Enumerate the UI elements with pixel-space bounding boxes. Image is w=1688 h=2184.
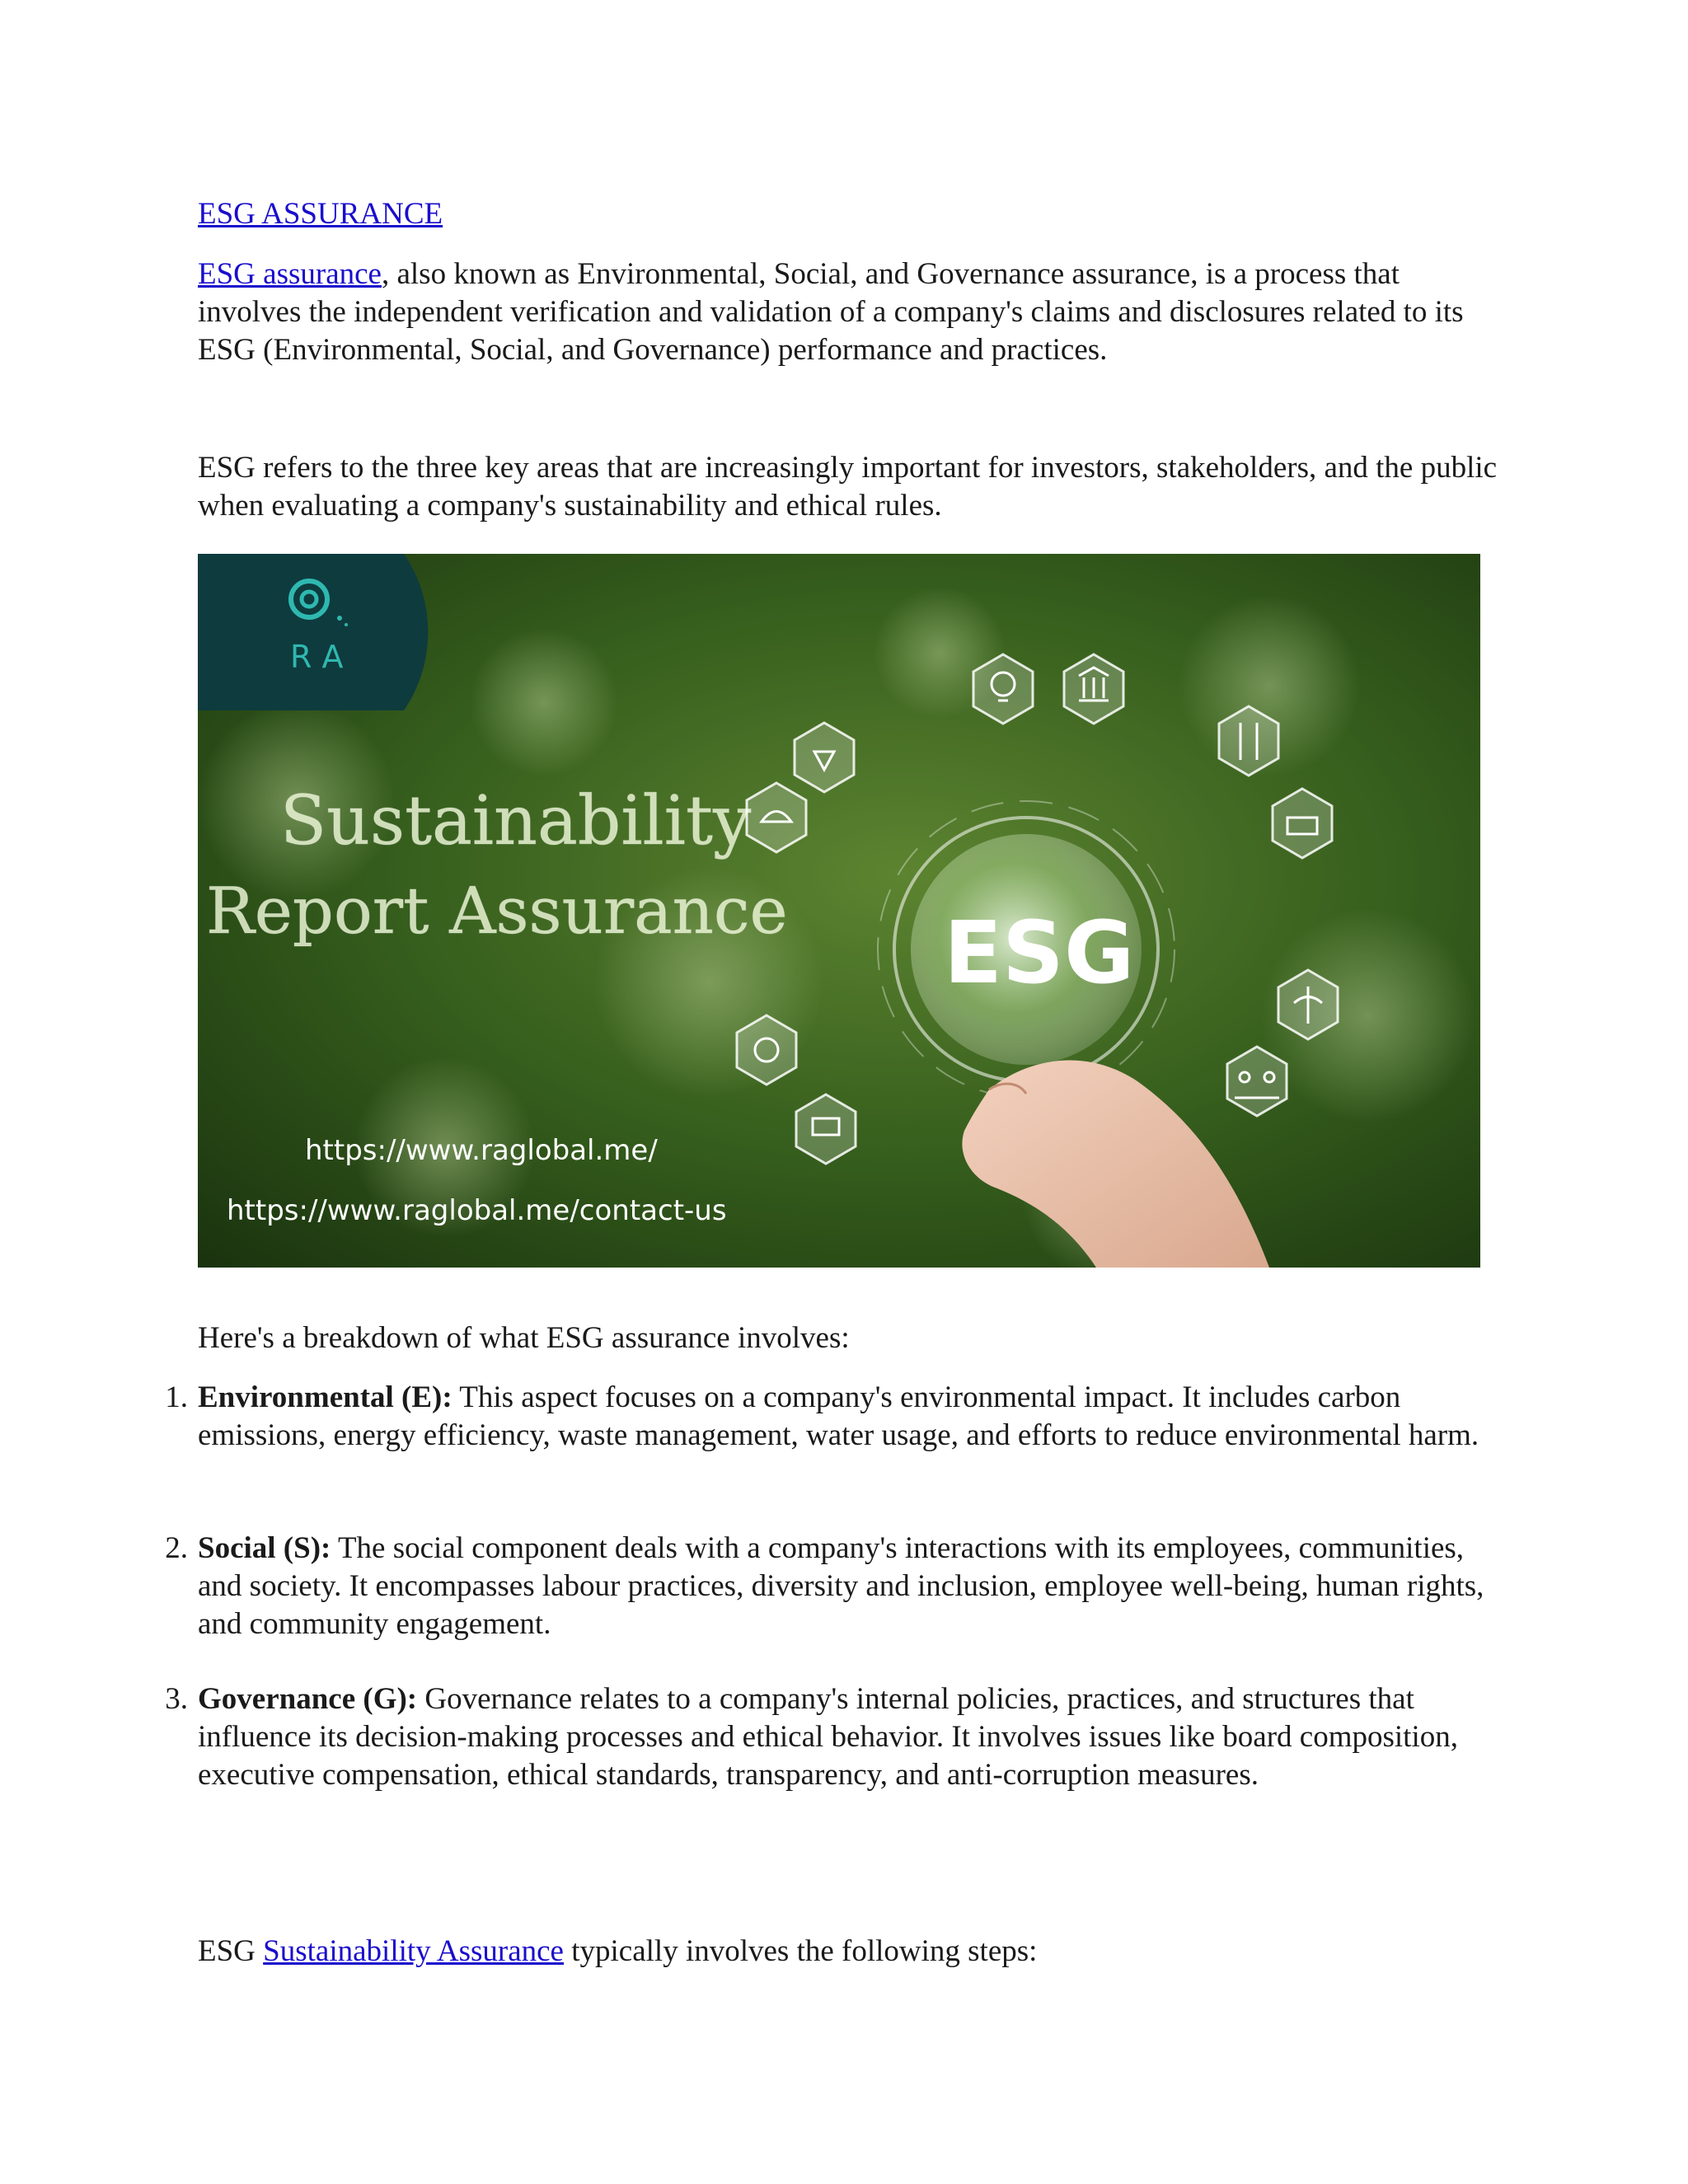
hero-url-contact: https://www.raglobal.me/contact-us <box>227 1194 727 1227</box>
breakdown-intro: Here's a breakdown of what ESG assurance involves: <box>198 1321 850 1355</box>
steps-prefix: ESG <box>198 1934 264 1968</box>
list-term: Governance (G): <box>198 1682 418 1716</box>
hero-image <box>198 554 1480 1268</box>
list-item <box>165 1680 1500 1794</box>
list-number: 3. <box>165 1682 188 1716</box>
steps-intro <box>198 1933 1500 1971</box>
steps-suffix: typically involves the following steps: <box>563 1934 1038 1968</box>
esg-badge-text: ESG <box>944 902 1135 1003</box>
sustainability-assurance-link[interactable]: Sustainability Assurance <box>263 1934 564 1968</box>
page-title <box>198 195 1500 233</box>
list-number: 2. <box>165 1531 188 1565</box>
esg-assurance-link[interactable]: ESG assurance <box>198 257 382 291</box>
intro-text: , also known as Environmental, Social, and Governance assurance, is a process that involves the independent verification and validation of a company's claims and disclosures related to its ESG (Environmental, Social, and Governance) performance and practices. <box>198 257 1464 367</box>
list-term: Environmental (E): <box>198 1380 452 1414</box>
list-text: This aspect focuses on a company's environmental impact. It includes carbon emissions, energy efficiency, waste management, water usage, and efforts to reduce environmental harm. <box>198 1380 1479 1452</box>
esg-assurance-heading-link[interactable]: ESG ASSURANCE <box>198 197 443 231</box>
hero-title-line1: Sustainability <box>280 782 752 860</box>
intro-paragraph <box>198 255 1500 369</box>
list-term: Social (S): <box>198 1531 331 1565</box>
logo-text: R A <box>290 639 344 675</box>
list-item <box>165 1530 1500 1643</box>
hero-url-home: https://www.raglobal.me/ <box>305 1134 658 1167</box>
list-text: Governance relates to a company's internal policies, practices, and structures that influence its decision-making processes and ethical behavior. It involves issues like board composition, executive compensation, ethical standards, transparency, and anti-corruption measures. <box>198 1682 1458 1792</box>
list-item <box>165 1379 1500 1455</box>
esg-definition-paragraph: ESG refers to the three key areas that are increasingly important for investors, stakeholders, and the public when evaluating a company's sustainability and ethical rules. <box>198 451 1498 523</box>
list-text: The social component deals with a company's interactions with its employees, communities, and society. It encompasses labour practices, diversity and inclusion, employee well-being, human rights, and community engagement. <box>198 1531 1484 1641</box>
list-number: 1. <box>165 1380 188 1414</box>
hero-title-line2: Report Assurance <box>206 874 788 949</box>
